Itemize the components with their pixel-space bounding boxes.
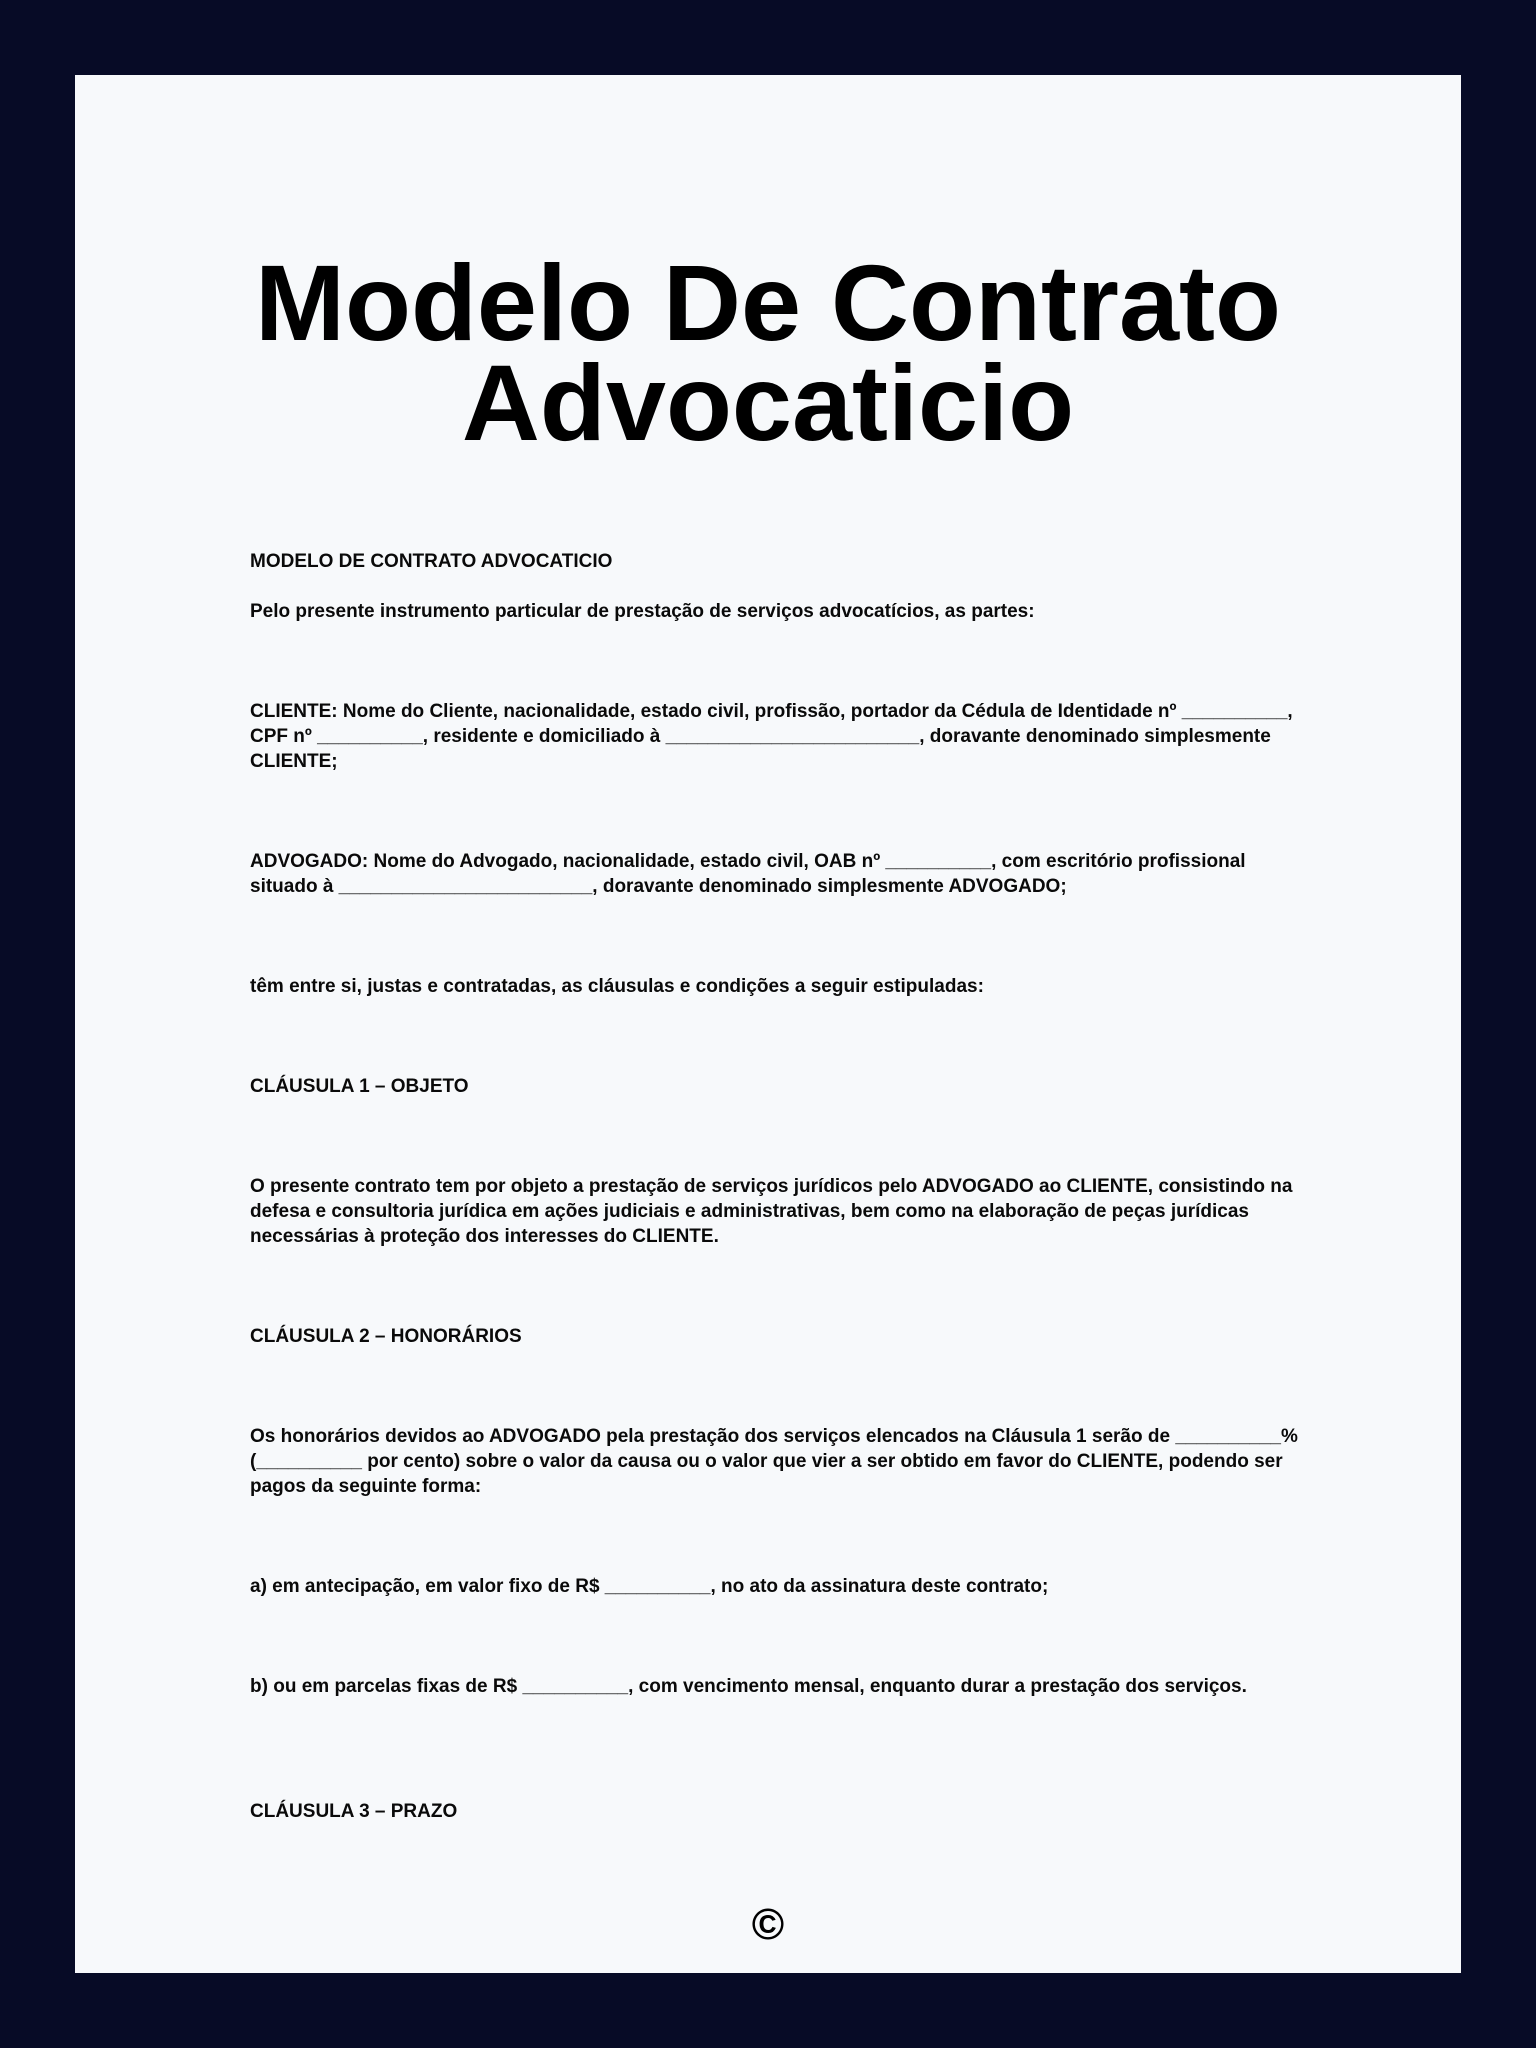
doc-heading: MODELO DE CONTRATO ADVOCATICIO [250, 551, 613, 572]
payment-option-b: b) ou em parcelas fixas de R$ __________, com vencimento mensal, enquanto durar a prestação dos serviços. [250, 1676, 1247, 1697]
payment-option-a: a) em antecipação, em valor fixo de R$ __________, no ato da assinatura deste contrato; [250, 1576, 1049, 1597]
clause-3-heading: CLÁUSULA 3 – PRAZO [250, 1801, 458, 1822]
lawyer-paragraph: ADVOGADO: Nome do Advogado, nacionalidade, estado civil, OAB nº __________, com escritório profissional situado à ________________________, doravante denominado simplesmente ADVOGADO; [250, 851, 1246, 897]
clause-1-heading: CLÁUSULA 1 – OBJETO [250, 1076, 469, 1097]
title-line-2: Advocaticio [461, 342, 1075, 463]
document-title [75, 242, 1461, 463]
title-line-1: Modelo De Contrato [255, 242, 1281, 363]
agreement-paragraph: têm entre si, justas e contratadas, as cláusulas e condições a seguir estipuladas: [250, 976, 984, 997]
document-page [75, 75, 1461, 1973]
copyright-icon: © [751, 1900, 785, 1949]
clause-1-paragraph: O presente contrato tem por objeto a prestação de serviços jurídicos pelo ADVOGADO ao CLIENTE, consistindo na defesa e consultoria jurídica em ações judiciais e administrativas, bem como na elaboração de peças jurídicas necessárias à proteção dos interesses do CLIENTE. [250, 1176, 1293, 1247]
client-paragraph: CLIENTE: Nome do Cliente, nacionalidade, estado civil, profissão, portador da Cédula de Identidade nº __________, CPF nº __________, residente e domiciliado à ________________________, doravante denominado simplesmente CLIENTE; [250, 701, 1293, 772]
intro-paragraph: Pelo presente instrumento particular de prestação de serviços advocatícios, as partes: [250, 601, 1035, 622]
clause-2-paragraph: Os honorários devidos ao ADVOGADO pela prestação dos serviços elencados na Cláusula 1 serão de __________% (__________ por cento) sobre o valor da causa ou o valor que vier a ser obtido em favor do CLIENTE, podendo ser pagos da seguinte forma: [250, 1426, 1298, 1497]
clause-2-heading: CLÁUSULA 2 – HONORÁRIOS [250, 1326, 522, 1347]
